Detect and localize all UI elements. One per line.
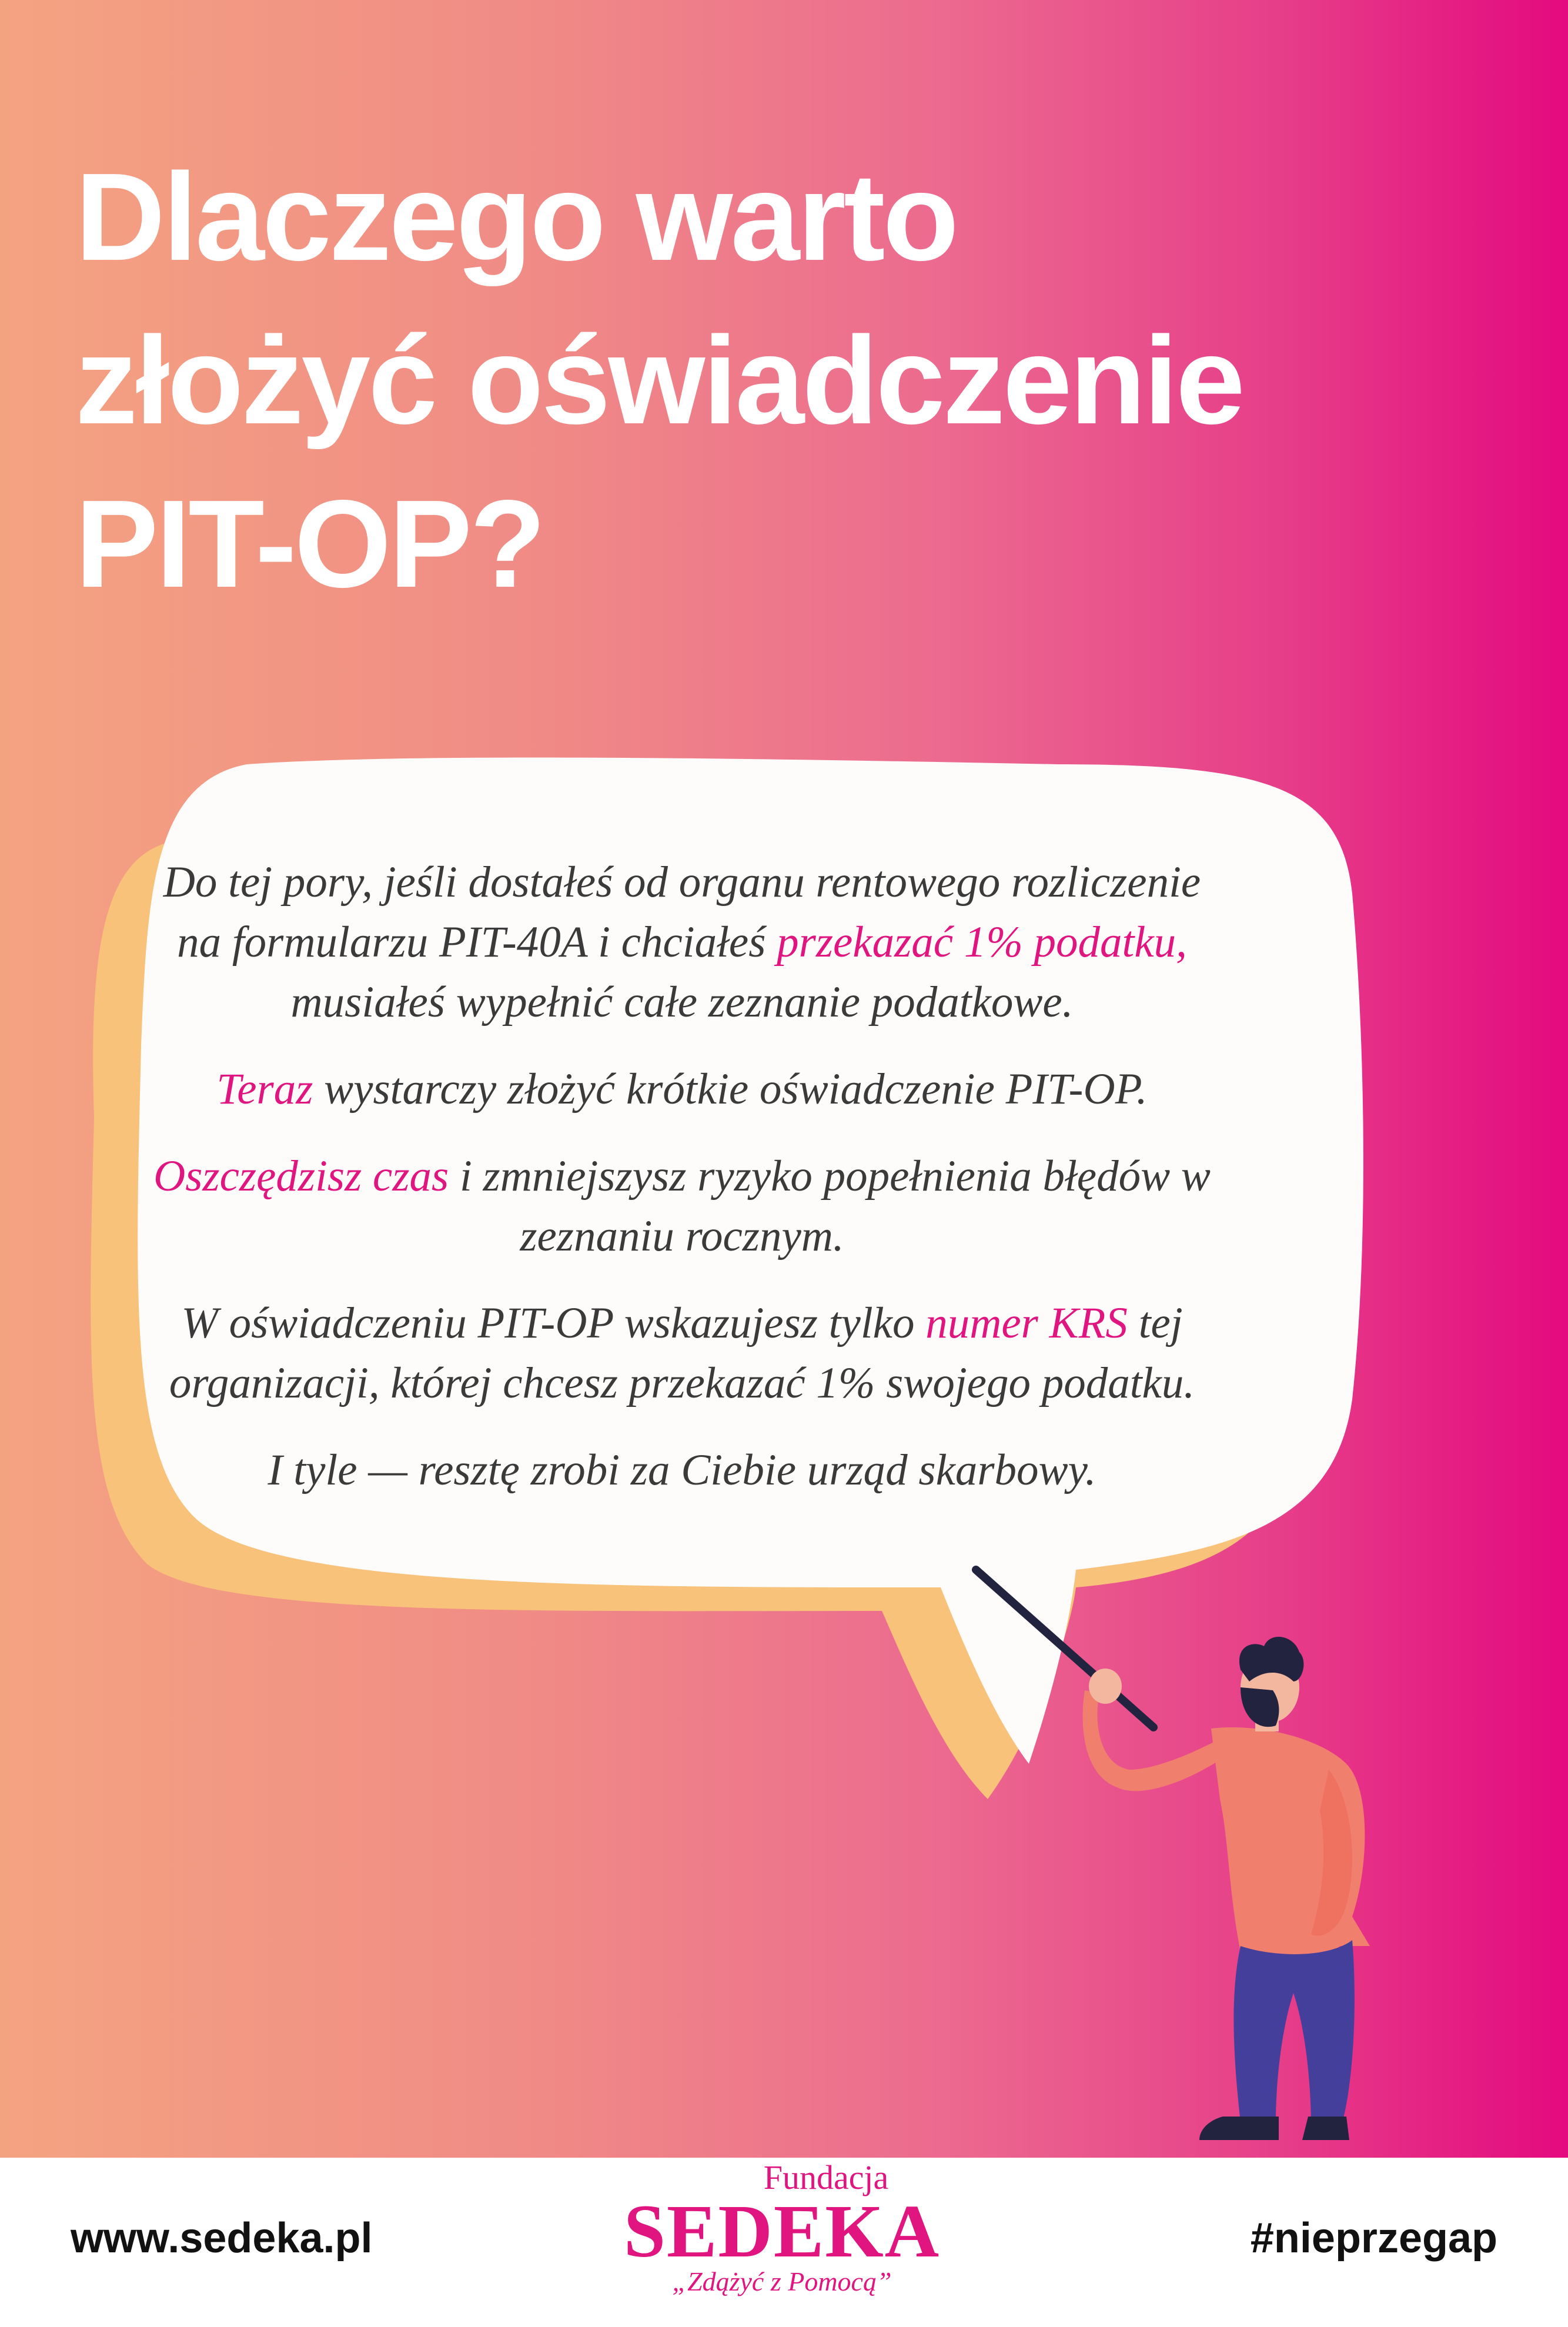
bubble-p1-highlight: przekazać 1% podatku,: [777, 918, 1187, 967]
bubble-p3-text: i zmniejszysz ryzyko popełnienia błędów w zeznaniu rocznym.: [449, 1152, 1211, 1261]
bubble-paragraph-1: [153, 852, 1211, 1032]
title-line-2: złożyć oświadczenie: [75, 310, 1243, 450]
logo-main-text: SEDEKA: [623, 2189, 941, 2273]
sedeka-logo: [617, 2159, 947, 2327]
logo-sub-text: „Zdążyć z Pomocą”: [672, 2266, 892, 2296]
bubble-text: [153, 852, 1211, 1527]
bubble-paragraph-2: [153, 1059, 1211, 1119]
bubble-p2-highlight: Teraz: [216, 1065, 313, 1114]
title-line-3: PIT-OP?: [75, 474, 544, 613]
bubble-paragraph-5: I tyle — resztę zrobi za Ciebie urząd skarbowy.: [268, 1446, 1096, 1495]
website-link[interactable]: www.sedeka.pl: [71, 2215, 373, 2262]
hashtag: #nieprzegap: [1250, 2215, 1497, 2262]
bubble-p1-text-end: musiałeś wypełnić całe zeznanie podatkowe.: [290, 978, 1074, 1027]
bubble-p1-text: Do tej pory, jeśli dostałeś od organu rentowego rozliczenie na formularzu PIT-40A i chciałeś: [163, 858, 1201, 967]
title-line-1: Dlaczego warto: [75, 147, 957, 286]
bubble-p4-text-end: tej organizacji, której chcesz przekazać 1% swojego podatku.: [169, 1299, 1195, 1407]
bubble-p3-highlight: Oszczędzisz czas: [153, 1152, 449, 1201]
bubble-p4-highlight: numer KRS: [925, 1299, 1128, 1348]
bubble-p2-text: wystarczy złożyć krótkie oświadczenie PIT-OP.: [313, 1065, 1148, 1114]
bubble-paragraph-4: [153, 1293, 1211, 1413]
bubble-paragraph-3: [153, 1146, 1211, 1266]
bubble-p4-text: W oświadczeniu PIT-OP wskazujesz tylko: [181, 1299, 926, 1348]
logo-top-text: Fundacja: [763, 2158, 889, 2196]
